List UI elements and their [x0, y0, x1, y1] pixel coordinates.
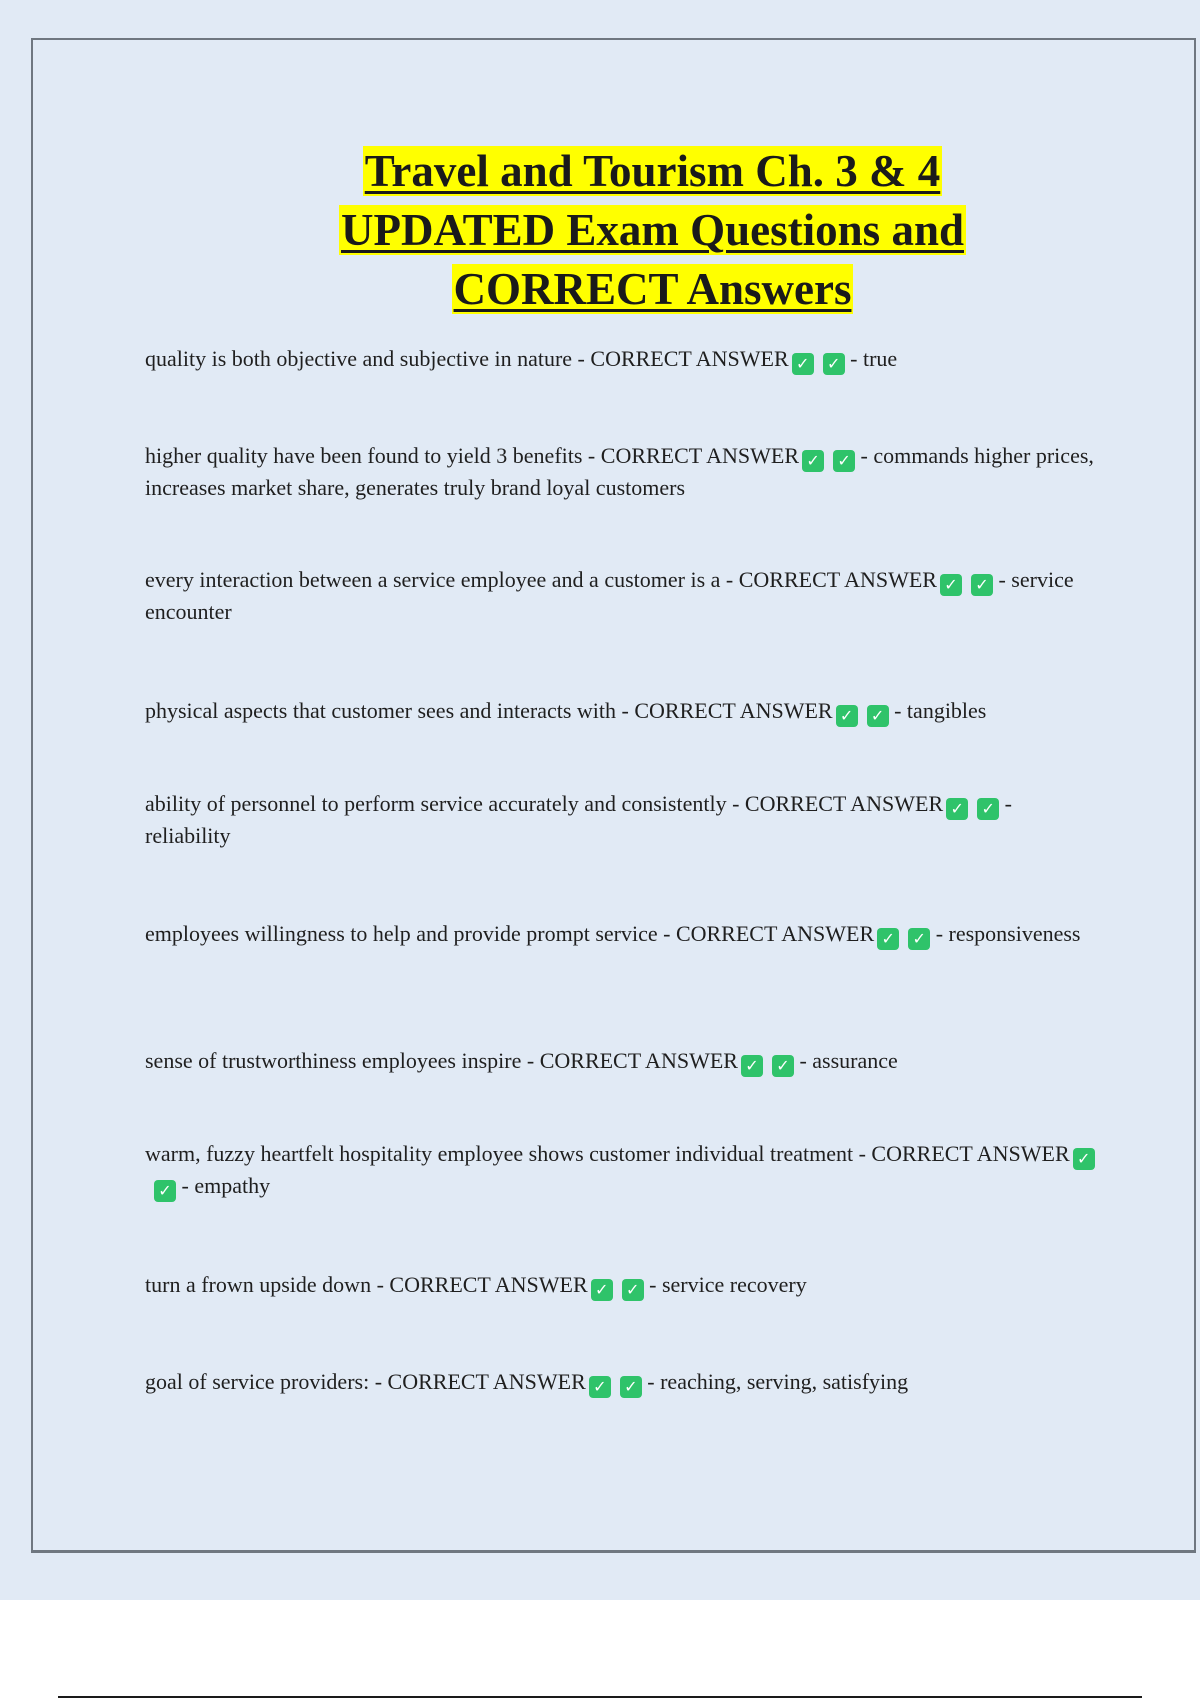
check-mark-button-icon: ✓ [620, 1376, 642, 1398]
check-mark-button-icon: ✓ [1073, 1148, 1095, 1170]
answer-text: - reaching, serving, satisfying [647, 1369, 909, 1394]
check-mark-button-icon: ✓ [772, 1055, 794, 1077]
correct-answer-label: CORRECT ANSWER [600, 443, 800, 468]
question-text: quality is both objective and subjective in nature - [145, 346, 591, 371]
answer-text: - tangibles [894, 698, 987, 723]
question-text: higher quality have been found to yield 3 benefits - [145, 443, 601, 468]
check-mark-button-icon: ✓ [589, 1376, 611, 1398]
check-mark-button-icon: ✓ [940, 574, 962, 596]
check-mark-button-icon: ✓ [908, 928, 930, 950]
answer-text: - responsiveness [935, 921, 1081, 946]
correct-answer-label: CORRECT ANSWER [634, 698, 833, 723]
qa-item [145, 343, 1095, 375]
correct-answer-label: CORRECT ANSWER [539, 1048, 738, 1073]
check-mark-button-icon: ✓ [741, 1055, 763, 1077]
check-mark-button-icon: ✓ [833, 450, 855, 472]
question-text: warm, fuzzy heartfelt hospitality employee shows customer individual treatment - [145, 1141, 872, 1166]
check-mark-button-icon: ✓ [971, 574, 993, 596]
question-text: turn a frown upside down - [145, 1272, 390, 1297]
qa-item [145, 695, 1095, 727]
check-mark-button-icon: ✓ [154, 1180, 176, 1202]
qa-item [145, 564, 1095, 628]
document-title [200, 142, 1105, 319]
question-text: ability of personnel to perform service accurately and consistently - [145, 791, 745, 816]
check-mark-button-icon: ✓ [977, 798, 999, 820]
correct-answer-label: CORRECT ANSWER [389, 1272, 588, 1297]
check-mark-button-icon: ✓ [946, 798, 968, 820]
qa-item [145, 1366, 1095, 1398]
check-mark-button-icon: ✓ [867, 705, 889, 727]
correct-answer-label: CORRECT ANSWER [871, 1141, 1070, 1166]
qa-item [145, 1269, 1095, 1301]
answer-text: - empathy [181, 1173, 271, 1198]
check-mark-button-icon: ✓ [622, 1279, 644, 1301]
answer-text: - service recovery [649, 1272, 807, 1297]
bottom-rule [58, 1696, 1142, 1698]
check-mark-button-icon: ✓ [836, 705, 858, 727]
correct-answer-label: CORRECT ANSWER [675, 921, 875, 946]
check-mark-button-icon: ✓ [877, 928, 899, 950]
qa-item [145, 440, 1095, 504]
answer-text: - reliability [145, 791, 1012, 848]
qa-item [145, 788, 1095, 852]
title-line: CORRECT Answers [453, 264, 852, 314]
title-line: Travel and Tourism Ch. 3 & 4 [364, 146, 941, 196]
qa-item [145, 1138, 1095, 1202]
correct-answer-label: CORRECT ANSWER [744, 791, 944, 816]
check-mark-button-icon: ✓ [591, 1279, 613, 1301]
answer-text: - commands higher prices, increases market share, generates truly brand loyal customers [145, 443, 1094, 500]
correct-answer-label: CORRECT ANSWER [590, 346, 789, 371]
correct-answer-label: CORRECT ANSWER [387, 1369, 586, 1394]
correct-answer-label: CORRECT ANSWER [738, 567, 937, 592]
answer-text: - service encounter [145, 567, 1074, 624]
question-text: employees willingness to help and provide prompt service - [145, 921, 676, 946]
question-text: goal of service providers: - [145, 1369, 388, 1394]
check-mark-button-icon: ✓ [792, 353, 814, 375]
check-mark-button-icon: ✓ [823, 353, 845, 375]
check-mark-button-icon: ✓ [802, 450, 824, 472]
answer-text: - assurance [799, 1048, 898, 1073]
qa-item [145, 918, 1095, 950]
answer-text: - true [850, 346, 898, 371]
question-text: sense of trustworthiness employees inspire - [145, 1048, 540, 1073]
title-line: UPDATED Exam Questions and [340, 205, 964, 255]
question-text: physical aspects that customer sees and interacts with - [145, 698, 635, 723]
question-text: every interaction between a service employee and a customer is a - [145, 567, 739, 592]
qa-item [145, 1045, 1095, 1077]
